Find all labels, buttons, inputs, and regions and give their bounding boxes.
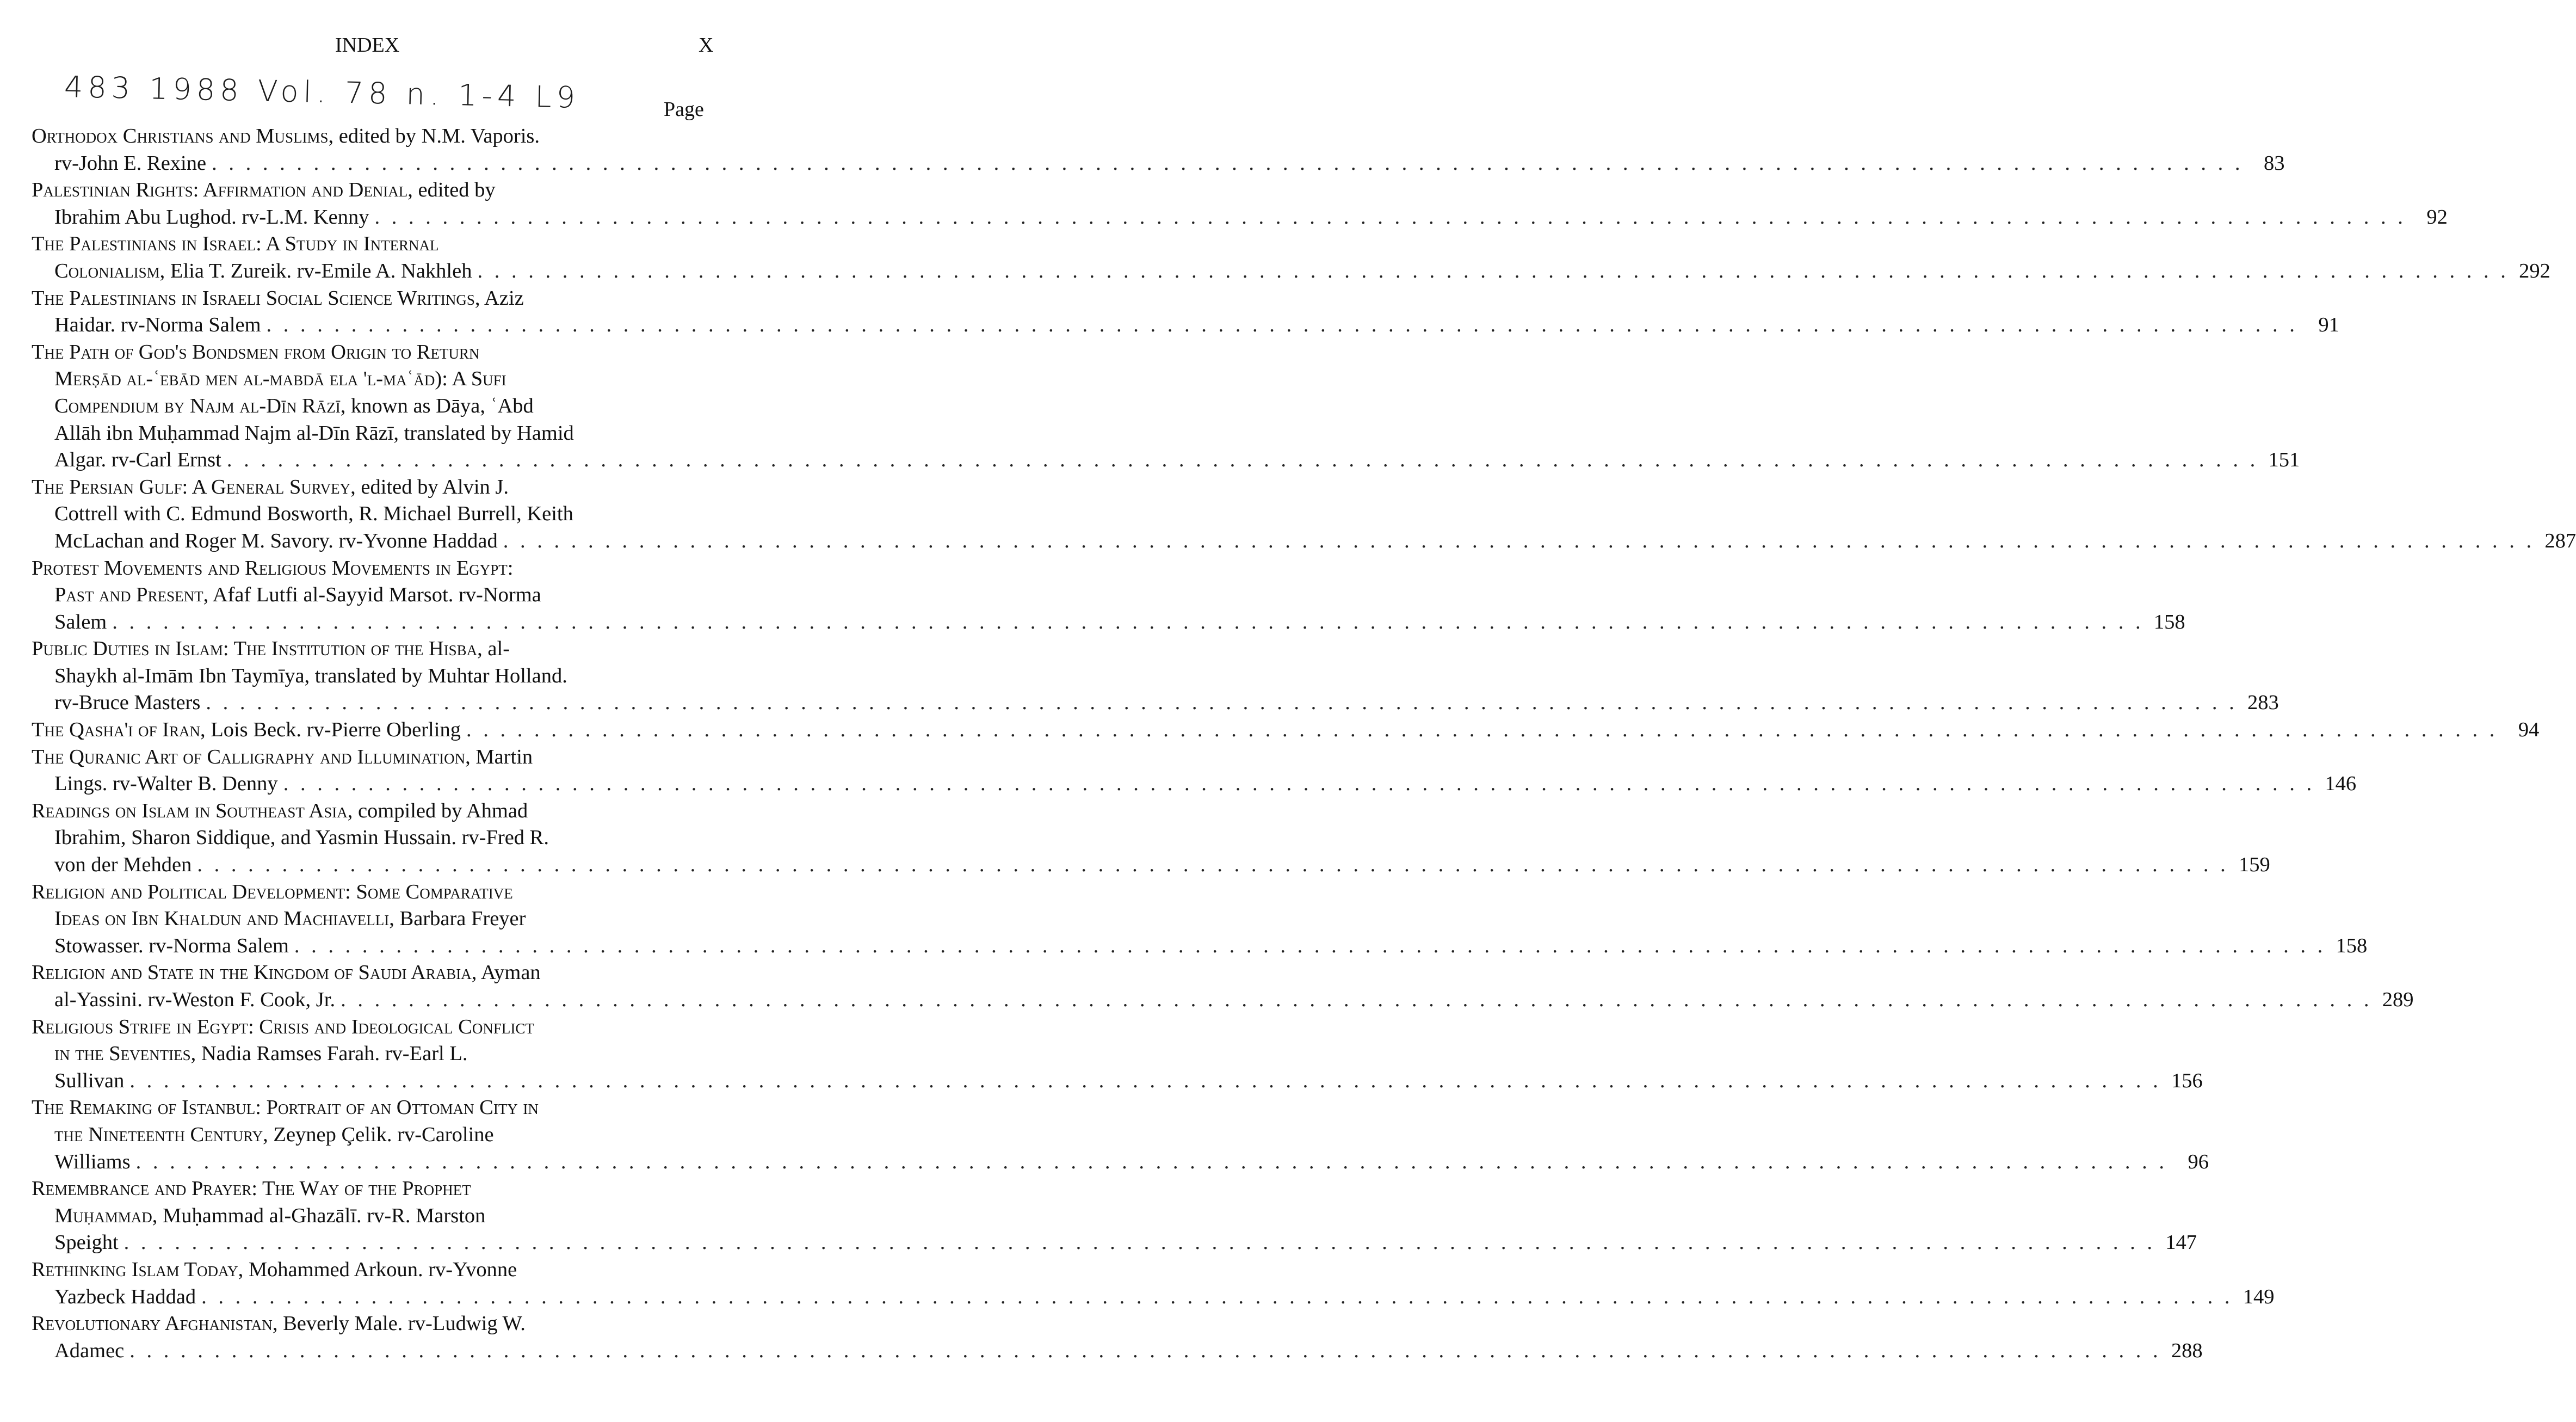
index-entry-text: Williams <box>54 1150 131 1173</box>
index-entry-text: Shaykh al-Imām Ibn Taymīya, translated by Muhtar Holland. <box>54 664 567 687</box>
leader-dots: . . . . . . . . . . . . . . . . . . . . . . . . . . . . . . . . . . . . . . . . . . . . . . . . . . . . . . . . . . . . . . . . . . . . . . . . . . . . . . . . . . . . . . . . . . . . . . . . . . . . . . . . . . . . . . . . . . . . . . . . <box>201 1285 2233 1308</box>
index-entry <box>32 231 2550 285</box>
index-entry-line <box>32 501 716 528</box>
index-entry-final-line <box>32 771 2357 798</box>
index-entry-text: Palestinian Rights: Affirmation and Denial, edited by <box>32 178 496 202</box>
index-entry-text: Readings on Islam in Southeast Asia, compiled by Ahmad <box>32 799 528 822</box>
page-number: 92 <box>2426 205 2448 229</box>
leader-dots: . . . . . . . . . . . . . . . . . . . . . . . . . . . . . . . . . . . . . . . . . . . . . . . . . . . . . . . . . . . . . . . . . . . . . . . . . . . . . . . . . . . . . . . . . . . . . . . . . . . . . . . . . . . . . . . . . . . . . . . . <box>503 529 2535 552</box>
index-entry-text: the Nineteenth Century, Zeynep Çelik. rv-Caroline <box>54 1123 494 1146</box>
index-entry-line <box>32 366 716 393</box>
page-number: 91 <box>2318 313 2339 337</box>
page-number: 159 <box>2238 853 2270 877</box>
index-entry-text: Religious Strife in Egypt: Crisis and Ideological Conflict <box>32 1015 534 1038</box>
index-entry <box>32 1257 2275 1310</box>
index-entry-final-line <box>32 1338 2203 1365</box>
index-entry <box>32 339 2300 474</box>
index-entry-line <box>32 824 716 852</box>
index-entry-text: Religion and Political Development: Some Comparative <box>32 880 513 903</box>
page-number: 158 <box>2153 610 2185 633</box>
index-entry-line <box>32 393 716 420</box>
index-entry-line <box>32 959 716 987</box>
page-title: INDEX <box>335 34 400 57</box>
index-entry-text: Past and Present, Afaf Lutfi al-Sayyid Marsot. rv-Norma <box>54 583 541 607</box>
index-entry <box>32 474 2576 555</box>
index-entry <box>32 285 2339 339</box>
index-entry-text: The Palestinians in Israeli Social Science Writings, Aziz <box>32 286 524 310</box>
index-entry-line <box>32 555 716 582</box>
index-entry <box>32 1094 2209 1175</box>
index-entry-line <box>32 1257 716 1284</box>
leader-dots: . . . . . . . . . . . . . . . . . . . . . . . . . . . . . . . . . . . . . . . . . . . . . . . . . . . . . . . . . . . . . . . . . . . . . . . . . . . . . . . . . . . . . . . . . . . . . . . . . . . . . . . . . . . . . . . . . . . . . . . . <box>135 1150 2167 1173</box>
index-entry-final-line <box>32 447 2300 474</box>
index-entry-line <box>32 879 716 906</box>
index-entry <box>32 717 2540 744</box>
index-entry-text: The Remaking of Istanbul: Portrait of an Ottoman City in <box>32 1096 539 1119</box>
index-entry-line <box>32 1041 716 1068</box>
index-entry-line <box>32 474 716 501</box>
index-entry-text: Ibrahim Abu Lughod. rv-L.M. Kenny <box>54 205 369 229</box>
index-entry-text: Ideas on Ibn Khaldun and Machiavelli, Barbara Freyer <box>54 907 526 931</box>
leader-dots: . . . . . . . . . . . . . . . . . . . . . . . . . . . . . . . . . . . . . . . . . . . . . . . . . . . . . . . . . . . . . . . . . . . . . . . . . . . . . . . . . . . . . . . . . . . . . . . . . . . . . . . . . . . . . . . . . . . . . . . . <box>123 1231 2156 1254</box>
index-entry-text: rv-Bruce Masters <box>54 691 201 715</box>
index-entry-text: The Quranic Art of Calligraphy and Illumination, Martin <box>32 745 533 768</box>
leader-dots: . . . . . . . . . . . . . . . . . . . . . . . . . . . . . . . . . . . . . . . . . . . . . . . . . . . . . . . . . . . . . . . . . . . . . . . . . . . . . . . . . . . . . . . . . . . . . . . . . . . . . . . . . . . . . . . . . . . . . . . . <box>206 691 2238 715</box>
index-entry-text: Public Duties in Islam: The Institution of the Hisba, al- <box>32 637 510 661</box>
index-entry-final-line <box>32 1284 2275 1311</box>
index-entry-line <box>32 1175 716 1203</box>
page-number: 156 <box>2171 1069 2203 1092</box>
index-entry <box>32 1175 2197 1257</box>
index-entry <box>32 177 2448 231</box>
handwritten-call-number: 483 1988 Vol. 78 n. 1-4 L9 <box>64 70 580 115</box>
index-entry-final-line <box>32 528 2576 555</box>
index-entry-line <box>32 744 716 771</box>
leader-dots: . . . . . . . . . . . . . . . . . . . . . . . . . . . . . . . . . . . . . . . . . . . . . . . . . . . . . . . . . . . . . . . . . . . . . . . . . . . . . . . . . . . . . . . . . . . . . . . . . . . . . . . . . . . . . . . . . . . . . . . . <box>477 259 2509 282</box>
index-entry <box>32 744 2357 798</box>
index-entry-line <box>32 285 716 312</box>
index-entry <box>32 1310 2203 1364</box>
index-entries <box>32 123 2576 1364</box>
index-entry-final-line <box>32 987 2414 1014</box>
index-entry-final-line <box>32 1068 2203 1095</box>
index-entry-text: Merṣād al-ʿebād men al-mabdā ela 'l-maʿād): A Sufi <box>54 367 506 391</box>
index-entry <box>32 123 2285 177</box>
index-entry-final-line <box>32 150 2285 177</box>
leader-dots: . . . . . . . . . . . . . . . . . . . . . . . . . . . . . . . . . . . . . . . . . . . . . . . . . . . . . . . . . . . . . . . . . . . . . . . . . . . . . . . . . . . . . . . . . . . . . . . . . . . . . . . . . . . . . . . . . . . . . . . . <box>197 853 2229 877</box>
index-entry-text: Orthodox Christians and Muslims, edited by N.M. Vaporis. <box>32 125 540 147</box>
index-entry-final-line <box>32 852 2270 879</box>
leader-dots: . . . . . . . . . . . . . . . . . . . . . . . . . . . . . . . . . . . . . . . . . . . . . . . . . . . . . . . . . . . . . . . . . . . . . . . . . . . . . . . . . . . . . . . . . . . . . . . . . . . . . . . . . . . . . . . . . . . . . . . . <box>283 772 2315 796</box>
page-number: 83 <box>2263 151 2285 175</box>
index-entry <box>32 636 2279 717</box>
index-entry-text: al-Yassini. rv-Weston F. Cook, Jr. <box>54 988 336 1011</box>
index-entry-text: Lings. rv-Walter B. Denny <box>54 772 278 796</box>
index-entry <box>32 959 2414 1013</box>
index-entry-final-line <box>32 609 2185 636</box>
page-number: 158 <box>2336 934 2368 957</box>
index-entry-line <box>32 420 716 447</box>
page-number: 283 <box>2247 691 2279 715</box>
folio-number: X <box>699 34 714 57</box>
page-number: 146 <box>2325 772 2357 796</box>
index-entry-line <box>32 1094 716 1122</box>
page-number: 94 <box>2518 718 2540 742</box>
index-entry-line <box>32 1310 716 1338</box>
page-number: 96 <box>2188 1150 2209 1173</box>
index-entry-text: Religion and State in the Kingdom of Saudi Arabia, Ayman <box>32 961 541 984</box>
index-entry <box>32 879 2368 960</box>
leader-dots: . . . . . . . . . . . . . . . . . . . . . . . . . . . . . . . . . . . . . . . . . . . . . . . . . . . . . . . . . . . . . . . . . . . . . . . . . . . . . . . . . . . . . . . . . . . . . . . . . . . . . . . . . . . . . . . . . . . . . . . . <box>341 988 2373 1011</box>
index-entry-text: Remembrance and Prayer: The Way of the Prophet <box>32 1177 471 1201</box>
index-entry-line <box>32 906 716 933</box>
index-entry-final-line <box>32 312 2339 339</box>
index-entry-text: Haidar. rv-Norma Salem <box>54 313 261 337</box>
index-entry-line <box>32 339 716 366</box>
index-entry-text: The Path of God's Bondsmen from Origin to Return <box>32 340 480 364</box>
leader-dots: . . . . . . . . . . . . . . . . . . . . . . . . . . . . . . . . . . . . . . . . . . . . . . . . . . . . . . . . . . . . . . . . . . . . . . . . . . . . . . . . . . . . . . . . . . . . . . . . . . . . . . . . . . . . . . . . . . . . . . . . <box>129 1339 2161 1362</box>
leader-dots: . . . . . . . . . . . . . . . . . . . . . . . . . . . . . . . . . . . . . . . . . . . . . . . . . . . . . . . . . . . . . . . . . . . . . . . . . . . . . . . . . . . . . . . . . . . . . . . . . . . . . . . . . . . . . . . . . . . . . . . . <box>112 610 2144 633</box>
index-entry-text: Cottrell with C. Edmund Bosworth, R. Michael Burrell, Keith <box>54 502 573 526</box>
index-entry-text: von der Mehden <box>54 853 192 877</box>
index-entry-final-line <box>32 933 2368 960</box>
index-entry <box>32 798 2270 879</box>
index-entry-text: Colonialism, Elia T. Zureik. rv-Emile A. Nakhleh <box>54 259 472 282</box>
index-entry-text: Revolutionary Afghanistan, Beverly Male. rv-Ludwig W. <box>32 1312 526 1335</box>
page-number: 289 <box>2382 988 2414 1011</box>
page-number: 292 <box>2519 259 2550 282</box>
leader-dots: . . . . . . . . . . . . . . . . . . . . . . . . . . . . . . . . . . . . . . . . . . . . . . . . . . . . . . . . . . . . . . . . . . . . . . . . . . . . . . . . . . . . . . . . . . . . . . . . . . . . . . . . . . . . . . . . . . . . . . . . <box>129 1069 2161 1092</box>
index-entry-final-line <box>32 690 2279 717</box>
index-entry-text: Adamec <box>54 1339 125 1362</box>
index-entry <box>32 555 2185 636</box>
index-entry-final-line <box>32 258 2550 285</box>
index-entry-line <box>32 582 716 609</box>
index-entry-text: Muḥammad, Muḥammad al-Ghazālī. rv-R. Marston <box>54 1204 486 1227</box>
index-entry-text: Rethinking Islam Today, Mohammed Arkoun. rv-Yvonne <box>32 1258 517 1281</box>
index-entry-text: The Palestinians in Israel: A Study in Internal <box>32 232 439 256</box>
index-entry-text: Yazbeck Haddad <box>54 1285 196 1308</box>
index-entry-text: rv-John E. Rexine <box>54 151 207 175</box>
index-entry-final-line <box>32 1149 2209 1176</box>
index-entry-line <box>32 231 716 258</box>
index-entry-text: Algar. rv-Carl Ernst <box>54 448 221 472</box>
index-entry-final-line <box>32 1229 2197 1257</box>
leader-dots: . . . . . . . . . . . . . . . . . . . . . . . . . . . . . . . . . . . . . . . . . . . . . . . . . . . . . . . . . . . . . . . . . . . . . . . . . . . . . . . . . . . . . . . . . . . . . . . . . . . . . . . . . . . . . . . . . . . . . . . . <box>374 205 2406 229</box>
page-number: 288 <box>2171 1339 2203 1362</box>
page-number: 287 <box>2544 529 2576 552</box>
index-entry-text: Protest Movements and Religious Movements in Egypt: <box>32 556 514 580</box>
running-head <box>0 32 764 59</box>
index-entry-text: Salem <box>54 610 107 633</box>
index-entry-text: Speight <box>54 1231 119 1254</box>
index-entry-line <box>32 636 716 663</box>
index-entry-line <box>32 663 716 690</box>
page-number: 151 <box>2268 448 2300 472</box>
page-column-label: Page <box>664 98 704 121</box>
index-entry-line <box>32 123 716 150</box>
page-number: 147 <box>2165 1231 2197 1254</box>
index-entry-line <box>32 798 716 825</box>
index-entry-line <box>32 1014 716 1041</box>
index-entry-text: Compendium by Najm al-Dīn Rāzī, known as Dāya, ʿAbd <box>54 394 534 417</box>
index-entry-text: Allāh ibn Muḥammad Najm al-Dīn Rāzī, translated by Hamid <box>54 421 574 445</box>
leader-dots: . . . . . . . . . . . . . . . . . . . . . . . . . . . . . . . . . . . . . . . . . . . . . . . . . . . . . . . . . . . . . . . . . . . . . . . . . . . . . . . . . . . . . . . . . . . . . . . . . . . . . . . . . . . . . . . . . . . . . . . . <box>466 718 2498 742</box>
page-number: 149 <box>2243 1285 2275 1308</box>
index-entry-text: McLachan and Roger M. Savory. rv-Yvonne Haddad <box>54 529 498 552</box>
index-entry-line <box>32 1203 716 1230</box>
index-entry-text: Stowasser. rv-Norma Salem <box>54 934 289 957</box>
leader-dots: . . . . . . . . . . . . . . . . . . . . . . . . . . . . . . . . . . . . . . . . . . . . . . . . . . . . . . . . . . . . . . . . . . . . . . . . . . . . . . . . . . . . . . . . . . . . . . . . . . . . . . . . . . . . . . . . . . . . . . . . <box>294 934 2326 957</box>
index-entry-final-line <box>32 717 2540 744</box>
index-entry-line <box>32 177 716 204</box>
leader-dots: . . . . . . . . . . . . . . . . . . . . . . . . . . . . . . . . . . . . . . . . . . . . . . . . . . . . . . . . . . . . . . . . . . . . . . . . . . . . . . . . . . . . . . . . . . . . . . . . . . . . . . . . . . . . . . . . . . . . . . . . <box>226 448 2259 472</box>
index-entry-text: in the Seventies, Nadia Ramses Farah. rv-Earl L. <box>54 1042 468 1066</box>
leader-dots: . . . . . . . . . . . . . . . . . . . . . . . . . . . . . . . . . . . . . . . . . . . . . . . . . . . . . . . . . . . . . . . . . . . . . . . . . . . . . . . . . . . . . . . . . . . . . . . . . . . . . . . . . . . . . . . . . . . . . . . . <box>266 313 2298 337</box>
index-entry-line <box>32 1122 716 1149</box>
index-entry-text: Sullivan <box>54 1069 125 1092</box>
index-entry-text: The Persian Gulf: A General Survey, edited by Alvin J. <box>32 475 509 498</box>
index-entry-text: Ibrahim, Sharon Siddique, and Yasmin Hussain. rv-Fred R. <box>54 826 549 849</box>
index-entry <box>32 1014 2203 1095</box>
index-entry-final-line <box>32 204 2448 231</box>
index-entry-text: The Qasha'i of Iran, Lois Beck. rv-Pierre Oberling <box>32 718 461 742</box>
leader-dots: . . . . . . . . . . . . . . . . . . . . . . . . . . . . . . . . . . . . . . . . . . . . . . . . . . . . . . . . . . . . . . . . . . . . . . . . . . . . . . . . . . . . . . . . . . . . . . . . . . . . . . . . . . . . . . . . . . . . . . . . <box>212 151 2244 175</box>
